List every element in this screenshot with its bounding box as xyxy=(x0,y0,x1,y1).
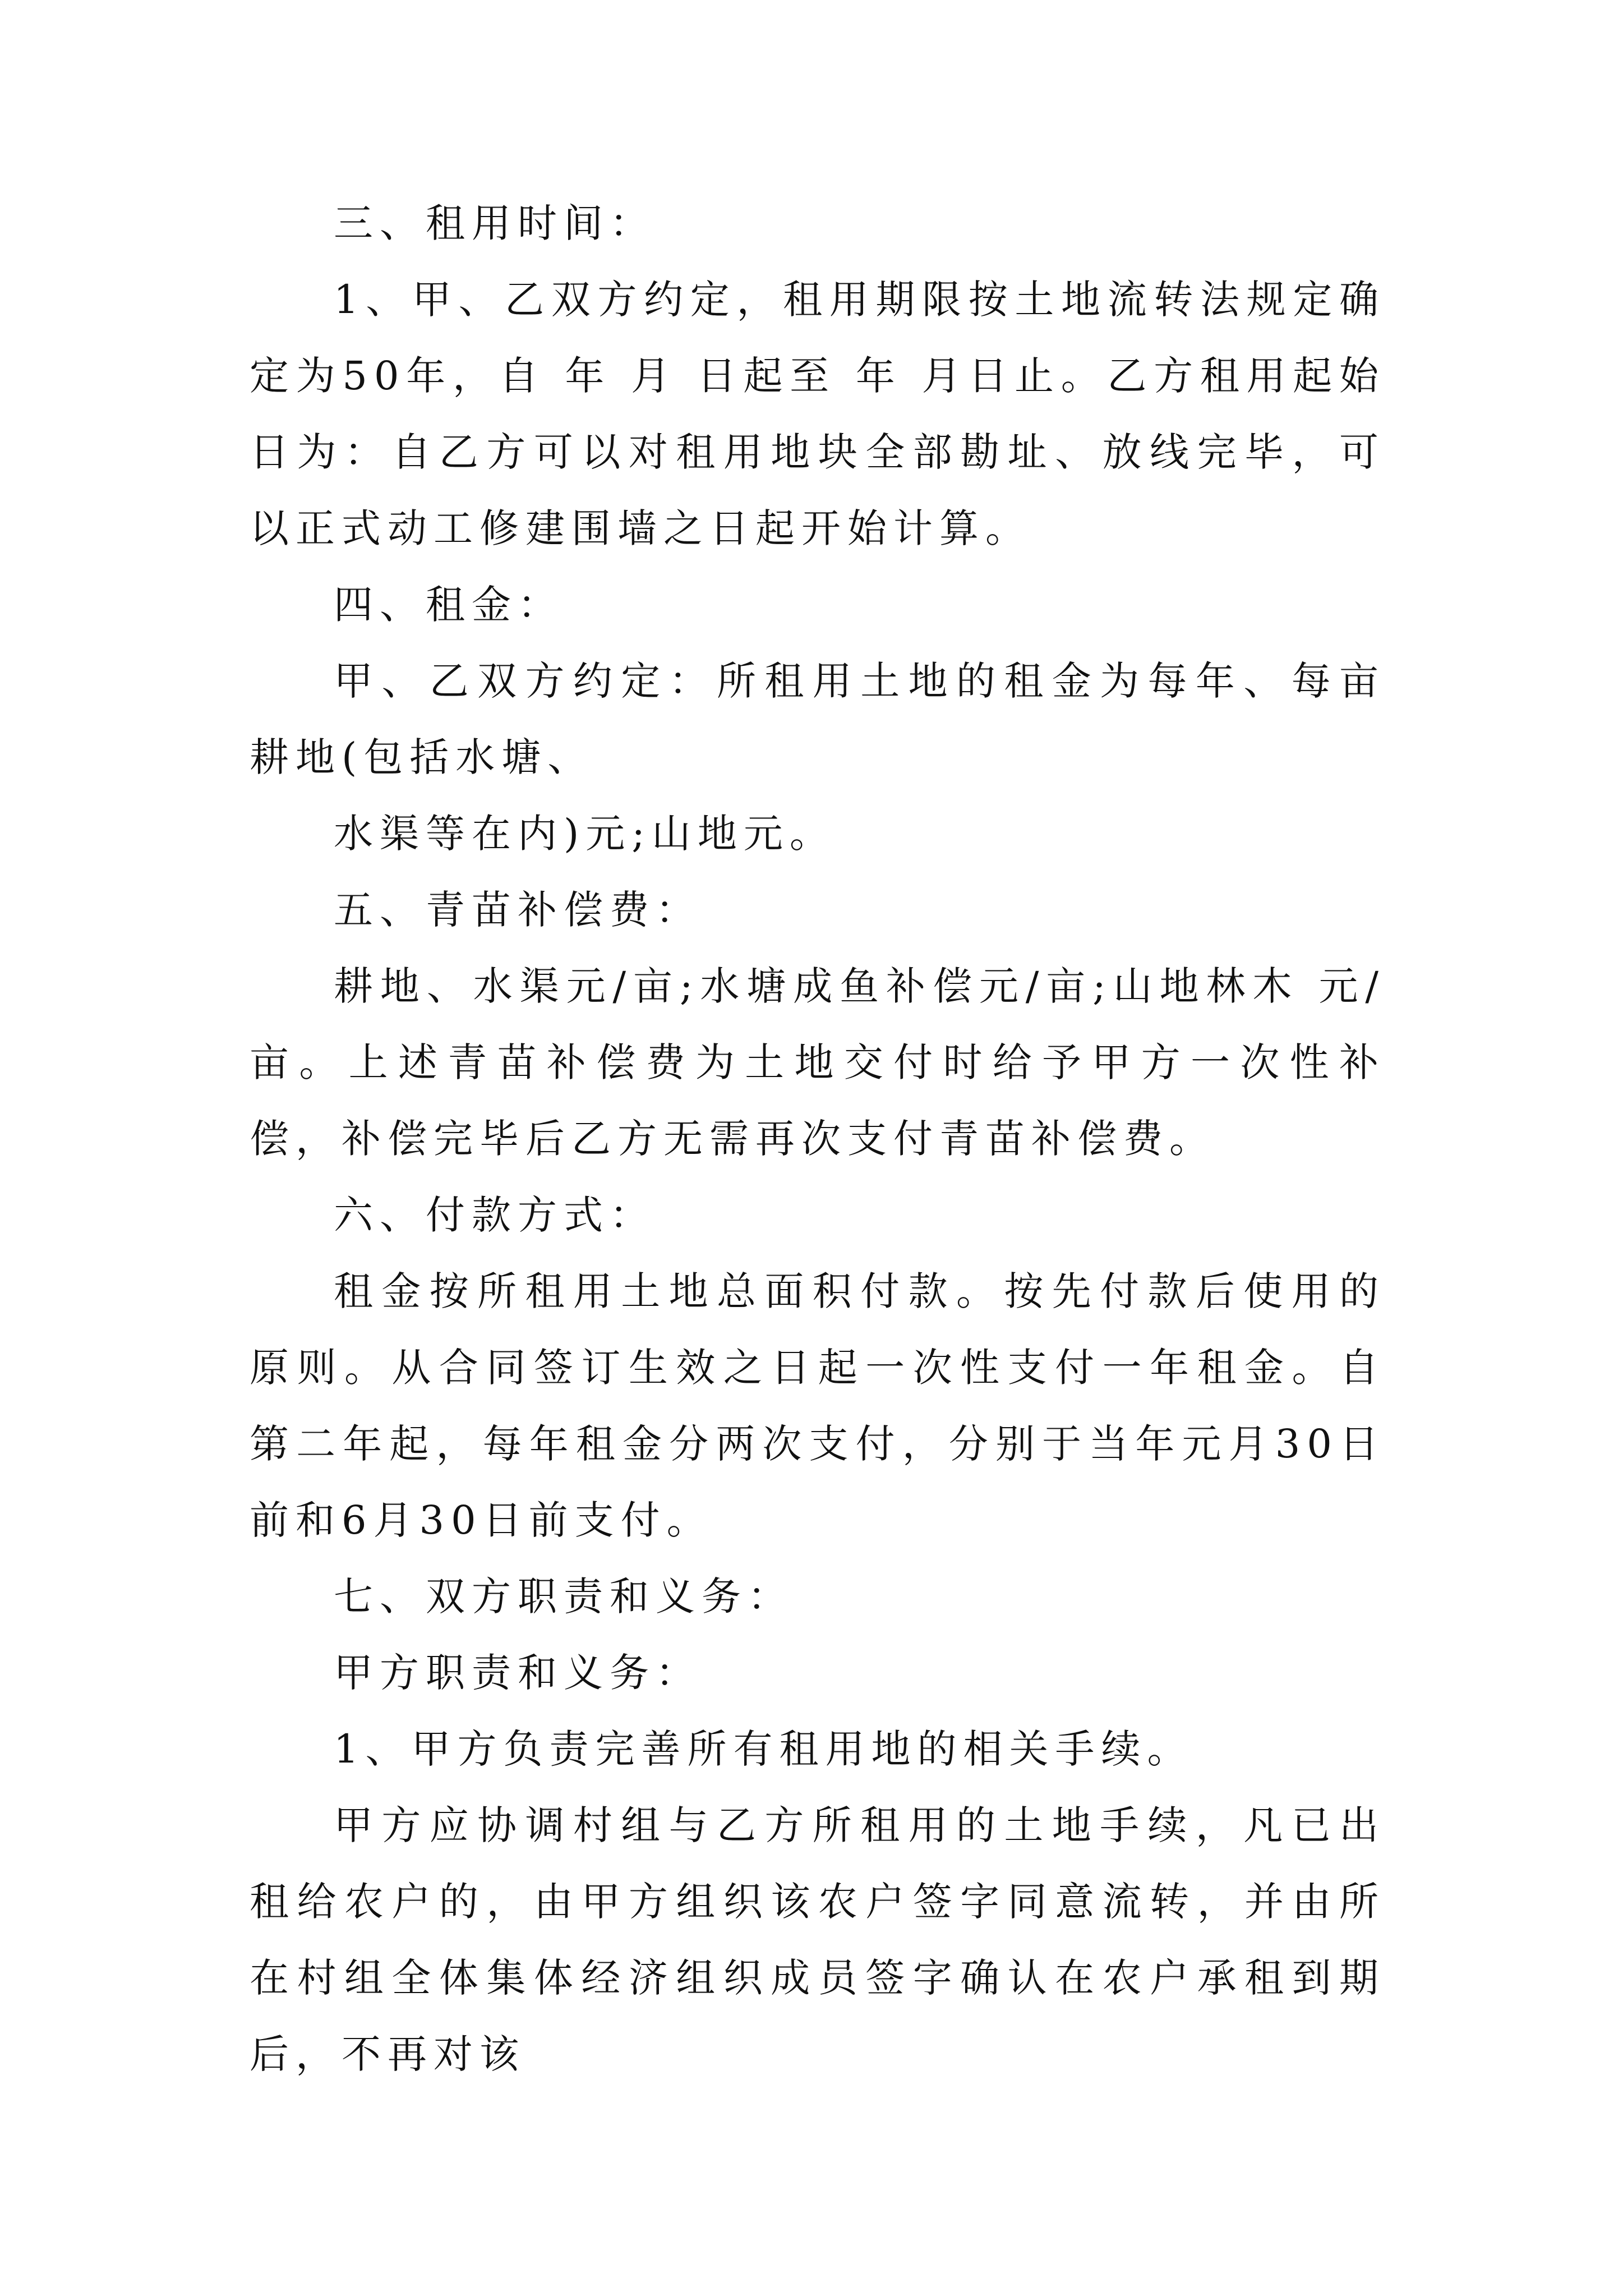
document-body xyxy=(250,185,1385,2092)
paragraph-rent-continued: 水渠等在内)元;山地元。 xyxy=(334,811,836,857)
paragraph-payment-method: 租金按所租用土地总面积付款。按先付款后使用的原则。从合同签订生效之日起一次性支付一年租金。自第二年起，每年租金分两次支付，分别于当年元月30日前和6月30日前支付。 xyxy=(250,1268,1385,1543)
paragraph-lease-term: 1、甲、乙双方约定，租用期限按土地流转法规定确定为50年，自 年 月 日起至 年 月日止。乙方租用起始日为：自乙方可以对租用地块全部勘址、放线完毕，可以正式动工修建围墙之日起开始计算。 xyxy=(250,277,1385,551)
section-heading-crop-compensation: 五、青苗补偿费： xyxy=(334,887,702,933)
paragraph-party-a-coordination: 甲方应协调村组与乙方所租用的土地手续，凡已出租给农户的，由甲方组织该农户签字同意流转，并由所在村组全体集体经济组织成员签字确认在农户承租到期后，不再对该 xyxy=(250,1802,1385,2077)
section-heading-duties: 七、双方职责和义务： xyxy=(334,1573,794,1619)
section-heading-payment-method: 六、付款方式： xyxy=(334,1192,656,1238)
subheading-party-a-duties: 甲方职责和义务： xyxy=(334,1650,702,1696)
paragraph-rent: 甲、乙双方约定：所租用土地的租金为每年、每亩耕地(包括水塘、 xyxy=(250,658,1385,780)
section-heading-lease-term: 三、租用时间： xyxy=(334,200,656,246)
section-heading-rent: 四、租金： xyxy=(334,582,564,628)
paragraph-crop-compensation: 耕地、水渠元/亩;水塘成鱼补偿元/亩;山地林木 元/亩。上述青苗补偿费为土地交付时给予甲方一次性补偿，补偿完毕后乙方无需再次支付青苗补偿费。 xyxy=(250,963,1385,1162)
paragraph-party-a-duty-1: 1、甲方负责完善所有租用地的相关手续。 xyxy=(334,1726,1193,1772)
